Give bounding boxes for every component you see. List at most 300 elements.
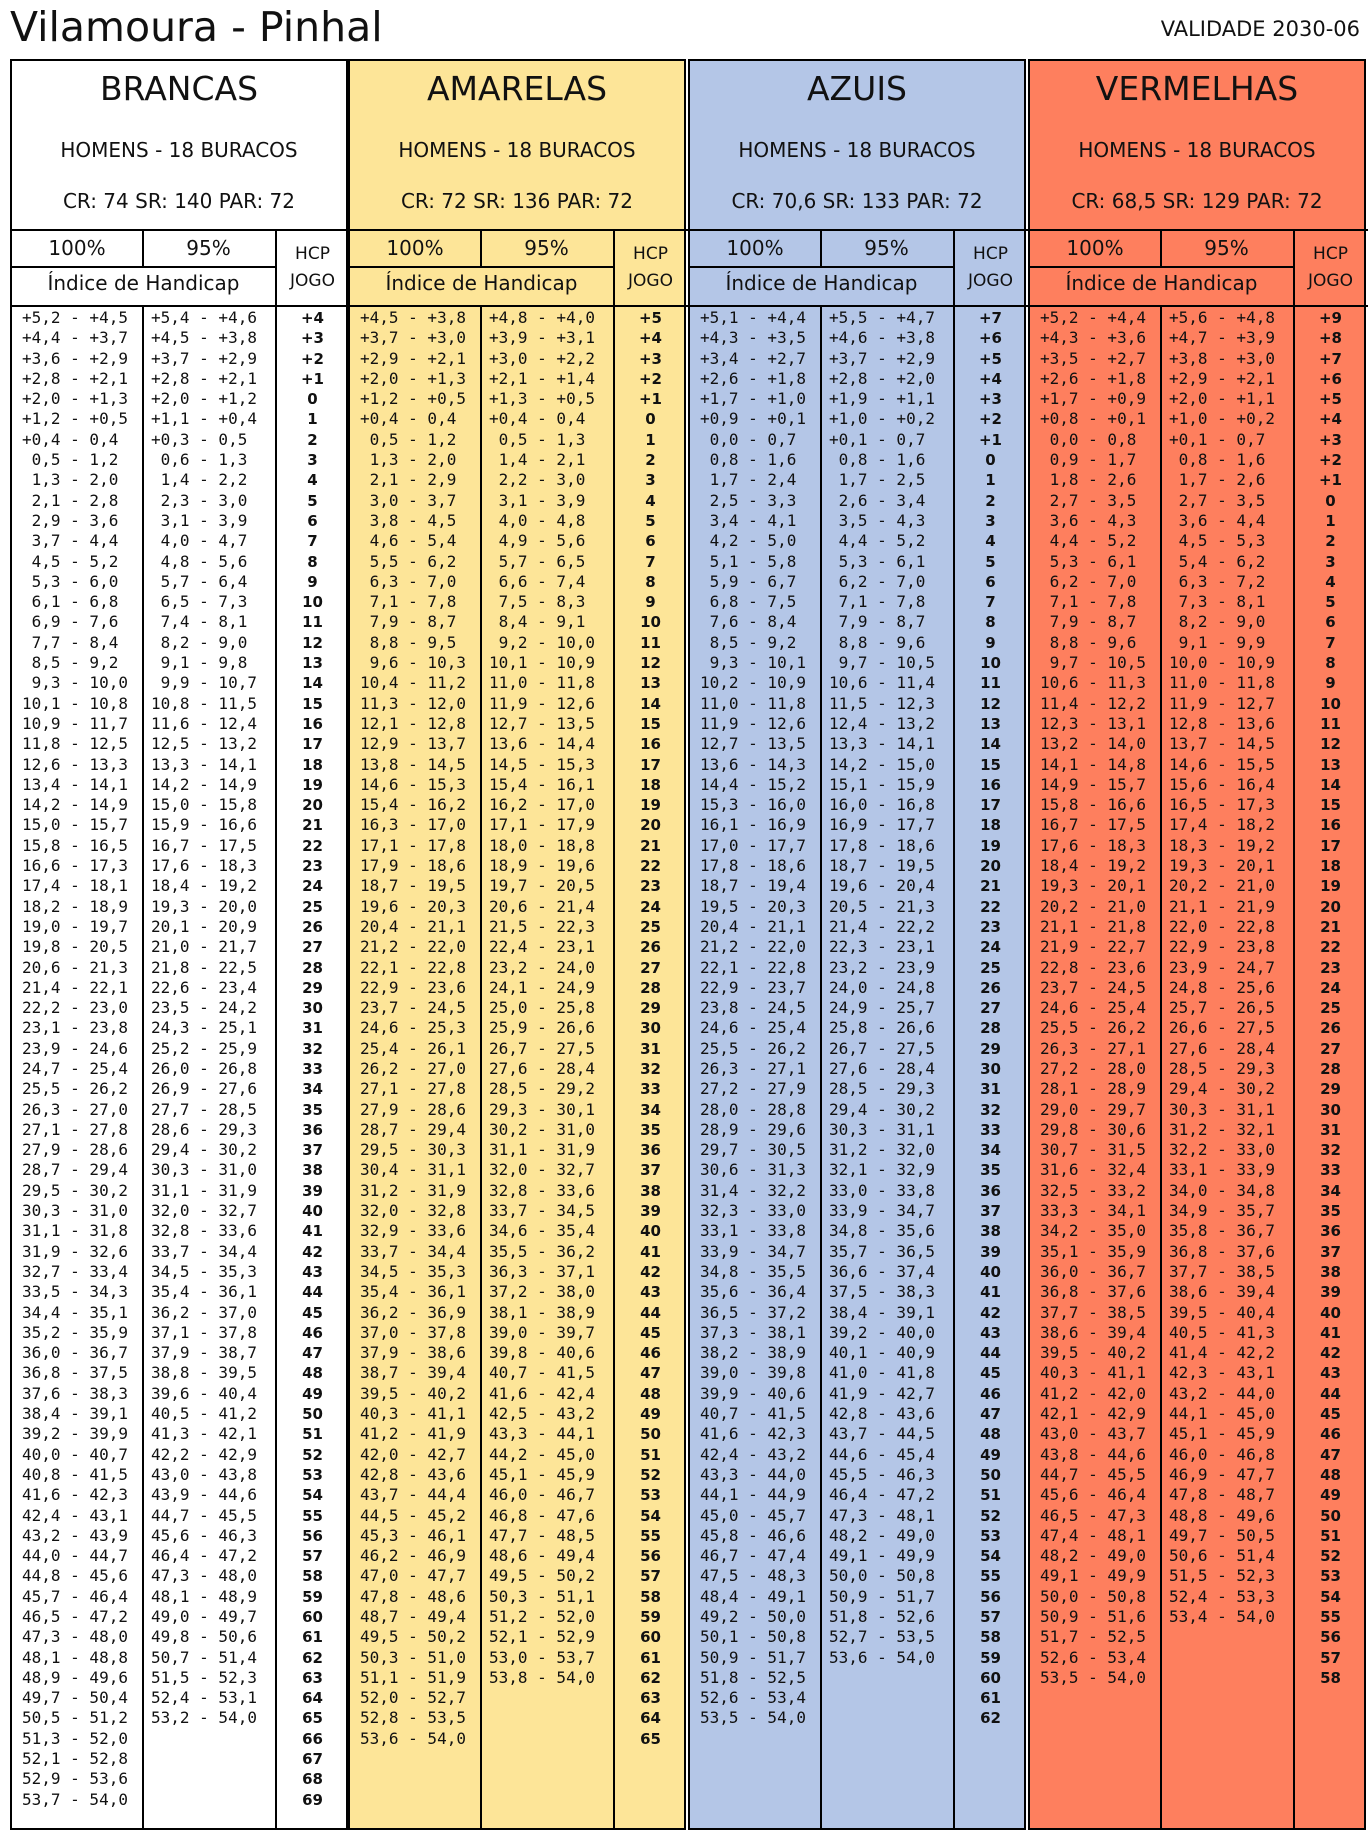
index-range-cell: 31,2 - 32,1 [1169, 1119, 1275, 1139]
header-playing-handicap [953, 241, 1028, 295]
header-playing-handicap [613, 241, 688, 295]
playing-handicap-column [953, 308, 1028, 1729]
playing-handicap-cell: 39 [302, 1181, 323, 1200]
index-range-cell: 17,1 - 17,8 [360, 835, 466, 855]
index-range-cell: 48,7 - 49,4 [360, 1607, 466, 1626]
index-range-cell: 38,6 - 39,4 [1040, 1322, 1146, 1342]
playing-handicap-cell: 57 [1320, 1648, 1341, 1667]
index-range-cell: 27,6 - 28,4 [829, 1058, 935, 1078]
index-range-cell: 21,4 - 22,2 [829, 916, 935, 936]
index-range-cell: 7,9 - 8,7 [1040, 612, 1137, 632]
index-range-cell: 38,1 - 38,9 [489, 1302, 595, 1322]
playing-handicap-cell: 20 [640, 816, 661, 835]
playing-handicap-cell: 45 [302, 1303, 323, 1322]
playing-handicap-cell: 14 [302, 674, 323, 693]
playing-handicap-cell: 0 [307, 390, 318, 409]
index-range-cell: 36,2 - 36,9 [360, 1302, 466, 1322]
index-range-cell: +2,9 - +2,1 [1169, 368, 1275, 388]
index-range-cell: 1,7 - 2,6 [1169, 470, 1266, 490]
index-range-cell: 12,3 - 13,1 [1040, 713, 1146, 733]
index-range-cell: 14,2 - 15,0 [829, 754, 935, 774]
index-range-cell: 27,6 - 28,4 [1169, 1038, 1275, 1058]
index-range-cell: 51,2 - 52,0 [489, 1607, 595, 1626]
index-range-cell: 23,8 - 24,5 [700, 998, 806, 1018]
index-range-cell: 33,3 - 34,1 [1040, 1201, 1146, 1221]
index-range-cell: +2,8 - +2,0 [829, 368, 935, 388]
index-range-cell: +3,0 - +2,2 [489, 348, 595, 368]
index-range-cell: 20,1 - 20,9 [151, 916, 257, 936]
index-range-cell: 41,6 - 42,4 [489, 1383, 595, 1403]
index-range-cell: 39,0 - 39,7 [489, 1322, 595, 1342]
playing-handicap-cell: 9 [645, 593, 656, 612]
playing-handicap-cell: 47 [980, 1405, 1001, 1424]
playing-handicap-cell: 4 [307, 471, 318, 490]
index-range-cell: 33,1 - 33,9 [1169, 1160, 1275, 1180]
index-range-cell: 11,4 - 12,2 [1040, 693, 1146, 713]
index-range-cell: 39,5 - 40,4 [1169, 1302, 1275, 1322]
index-range-cell: 39,5 - 40,2 [360, 1383, 466, 1403]
index-range-cell: 20,6 - 21,3 [22, 957, 128, 977]
index-range-cell: 1,3 - 2,0 [22, 470, 119, 490]
index-range-cell: 20,4 - 21,1 [360, 916, 466, 936]
index-range-cell: 4,9 - 5,6 [489, 531, 586, 551]
index-range-cell: 15,8 - 16,6 [1040, 795, 1146, 815]
playing-handicap-cell: 56 [302, 1526, 323, 1545]
index-range-cell: +4,4 - +3,7 [22, 328, 128, 348]
playing-handicap-cell: 57 [640, 1567, 661, 1586]
index-range-cell: 9,7 - 10,5 [1040, 653, 1146, 673]
playing-handicap-cell: 21 [980, 877, 1001, 896]
playing-handicap-cell: 35 [1320, 1202, 1341, 1221]
index-range-cell: 9,3 - 10,1 [700, 653, 806, 673]
playing-handicap-column [613, 308, 688, 1749]
index-range-cell: 24,9 - 25,7 [829, 998, 935, 1018]
index-range-cell: 10,1 - 10,9 [489, 653, 595, 673]
index-range-cell: +2,8 - +2,1 [151, 368, 257, 388]
playing-handicap-cell: 36 [980, 1181, 1001, 1200]
playing-handicap-cell: 37 [1320, 1242, 1341, 1261]
index-range-cell: 5,7 - 6,4 [151, 571, 248, 591]
index-range-cell: 32,7 - 33,4 [22, 1261, 128, 1281]
index-range-cell: 7,1 - 7,8 [829, 592, 926, 612]
playing-handicap-cell: 42 [980, 1303, 1001, 1322]
playing-handicap-cell: 32 [302, 1039, 323, 1058]
index-range-cell: 40,5 - 41,3 [1169, 1322, 1275, 1342]
index-range-cell: 27,2 - 27,9 [700, 1079, 806, 1099]
index-range-cell: 10,6 - 11,4 [829, 673, 935, 693]
index-range-cell: 34,0 - 34,8 [1169, 1180, 1275, 1200]
index-range-cell: 8,2 - 9,0 [1169, 612, 1266, 632]
tee-subtitle: HOMENS - 18 BURACOS [398, 138, 636, 162]
playing-handicap-cell: 22 [980, 897, 1001, 916]
playing-handicap-cell: 28 [980, 1019, 1001, 1038]
playing-handicap-cell: 6 [985, 572, 996, 591]
index-range-cell: 29,7 - 30,5 [700, 1140, 806, 1160]
index-range-cell: 17,4 - 18,1 [22, 876, 128, 896]
index-range-cell: +1,3 - +0,5 [489, 389, 595, 409]
index-range-cell: 10,8 - 11,5 [151, 693, 257, 713]
index-range-cell: 5,1 - 5,8 [700, 551, 797, 571]
index-range-cell: 0,5 - 1,2 [22, 450, 119, 470]
playing-handicap-cell: +2 [1318, 451, 1342, 470]
index-range-cell: 13,8 - 14,5 [360, 754, 466, 774]
index-range-cell: 2,7 - 3,5 [1169, 490, 1266, 510]
index-range-cell: 36,0 - 36,7 [22, 1343, 128, 1363]
index-range-cell: 31,2 - 32,0 [829, 1140, 935, 1160]
playing-handicap-cell: 65 [640, 1729, 661, 1748]
index-range-cell: 0,5 - 1,3 [489, 429, 586, 449]
playing-handicap-cell: 50 [1320, 1506, 1341, 1525]
course-ratings: CR: 68,5 SR: 129 PAR: 72 [1071, 189, 1323, 213]
playing-handicap-cell: +3 [1318, 430, 1342, 449]
index-range-cell: 51,8 - 52,5 [700, 1667, 806, 1687]
index-range-cell: 4,5 - 5,3 [1169, 531, 1266, 551]
index-range-cell: 49,7 - 50,5 [1169, 1525, 1275, 1545]
playing-handicap-cell: 23 [980, 917, 1001, 936]
index-range-cell: 7,4 - 8,1 [151, 612, 248, 632]
playing-handicap-cell: 14 [1320, 775, 1341, 794]
index-range-cell: 29,8 - 30,6 [1040, 1119, 1146, 1139]
index-95-column [1169, 308, 1275, 1627]
playing-handicap-cell: 25 [1320, 999, 1341, 1018]
playing-handicap-cell: 20 [1320, 897, 1341, 916]
playing-handicap-cell: 49 [302, 1384, 323, 1403]
playing-handicap-cell: 10 [980, 654, 1001, 673]
index-range-cell: 31,1 - 31,8 [22, 1221, 128, 1241]
playing-handicap-cell: 0 [645, 410, 656, 429]
index-range-cell: 41,2 - 41,9 [360, 1424, 466, 1444]
index-95-column [489, 308, 595, 1688]
playing-handicap-cell: 18 [980, 816, 1001, 835]
index-range-cell: 41,0 - 41,8 [829, 1363, 935, 1383]
index-range-cell: +4,8 - +4,0 [489, 308, 595, 327]
divider [820, 305, 822, 1828]
playing-handicap-cell: 19 [980, 836, 1001, 855]
playing-handicap-cell: 38 [640, 1181, 661, 1200]
index-range-cell: 51,5 - 52,3 [1169, 1566, 1275, 1586]
index-range-cell: +5,2 - +4,5 [22, 308, 128, 327]
index-range-cell: 44,1 - 44,9 [700, 1485, 806, 1505]
index-range-cell: +5,4 - +4,6 [151, 308, 257, 327]
index-range-cell: 16,7 - 17,5 [151, 835, 257, 855]
playing-handicap-cell: 60 [640, 1628, 661, 1647]
index-range-cell: +0,4 - 0,4 [22, 429, 119, 449]
playing-handicap-cell: 47 [640, 1364, 661, 1383]
playing-handicap-cell: 0 [985, 451, 996, 470]
index-range-cell: 49,1 - 49,9 [829, 1546, 935, 1566]
playing-handicap-cell: 38 [980, 1222, 1001, 1241]
tee-name: AZUIS [806, 69, 907, 108]
playing-handicap-cell: +1 [300, 369, 324, 388]
playing-handicap-cell: 27 [980, 999, 1001, 1018]
index-range-cell: 24,6 - 25,4 [700, 1018, 806, 1038]
index-range-cell: 5,7 - 6,5 [489, 551, 586, 571]
index-range-cell: 40,5 - 41,2 [151, 1404, 257, 1424]
playing-handicap-cell: 22 [1320, 938, 1341, 957]
playing-handicap-cell: 11 [1320, 714, 1341, 733]
playing-handicap-cell: 1 [645, 430, 656, 449]
playing-handicap-cell: 45 [1320, 1405, 1341, 1424]
index-range-cell: 25,4 - 26,1 [360, 1038, 466, 1058]
playing-handicap-cell: 46 [640, 1344, 661, 1363]
playing-handicap-cell: 32 [640, 1059, 661, 1078]
index-range-cell: 44,0 - 44,7 [22, 1546, 128, 1566]
playing-handicap-cell: 27 [1320, 1039, 1341, 1058]
index-range-cell: 13,3 - 14,1 [151, 754, 257, 774]
index-range-cell: 47,3 - 48,0 [22, 1627, 128, 1647]
hcp-label: HCP [973, 244, 1008, 264]
index-range-cell: 8,8 - 9,6 [1040, 632, 1137, 652]
index-range-cell: 25,8 - 26,6 [829, 1018, 935, 1038]
divider [1030, 305, 1368, 307]
index-range-cell: 32,8 - 33,6 [489, 1180, 595, 1200]
index-range-cell: 50,0 - 50,8 [829, 1566, 935, 1586]
index-range-cell: 6,3 - 7,2 [1169, 571, 1266, 591]
index-range-cell: 47,3 - 48,1 [829, 1505, 935, 1525]
tee-card-vermelhas [1028, 59, 1366, 1830]
index-range-cell: 11,5 - 12,3 [829, 693, 935, 713]
index-range-cell: 25,9 - 26,6 [489, 1018, 595, 1038]
validity-date: VALIDADE 2030-06 [1160, 17, 1360, 41]
index-range-cell: 7,1 - 7,8 [360, 592, 457, 612]
index-range-cell: 32,2 - 33,0 [1169, 1140, 1275, 1160]
playing-handicap-cell: 3 [1325, 552, 1336, 571]
playing-handicap-cell: 11 [980, 674, 1001, 693]
index-range-cell: 39,2 - 40,0 [829, 1322, 935, 1342]
index-range-cell: 30,3 - 31,0 [151, 1160, 257, 1180]
index-range-cell: 11,9 - 12,6 [700, 713, 806, 733]
index-range-cell: +2,0 - +1,2 [151, 389, 257, 409]
playing-handicap-cell: 4 [645, 491, 656, 510]
playing-handicap-cell: +3 [638, 349, 662, 368]
playing-handicap-cell: 40 [1320, 1303, 1341, 1322]
index-range-cell: 44,8 - 45,6 [22, 1566, 128, 1586]
index-range-cell: 18,4 - 19,2 [1040, 856, 1146, 876]
playing-handicap-cell: 29 [302, 978, 323, 997]
index-range-cell: 23,9 - 24,7 [1169, 957, 1275, 977]
index-range-cell: 16,2 - 17,0 [489, 795, 595, 815]
index-range-cell: 13,6 - 14,4 [489, 734, 595, 754]
index-range-cell: 38,7 - 39,4 [360, 1363, 466, 1383]
index-range-cell: 43,0 - 43,8 [151, 1464, 257, 1484]
index-range-cell: 50,9 - 51,7 [700, 1647, 806, 1667]
index-range-cell: 22,2 - 23,0 [22, 998, 128, 1018]
index-range-cell: 23,7 - 24,5 [1040, 977, 1146, 997]
index-range-cell: 49,5 - 50,2 [360, 1627, 466, 1647]
index-range-cell: 46,5 - 47,2 [22, 1607, 128, 1626]
playing-handicap-cell: 56 [640, 1547, 661, 1566]
index-95-column [829, 308, 935, 1668]
playing-handicap-cell: 22 [302, 836, 323, 855]
header-handicap-index: Índice de Handicap [725, 271, 918, 295]
playing-handicap-cell: 30 [980, 1059, 1001, 1078]
index-range-cell: 4,5 - 5,2 [22, 551, 119, 571]
index-range-cell: 31,4 - 32,2 [700, 1180, 806, 1200]
index-range-cell: 52,1 - 52,9 [489, 1627, 595, 1647]
index-range-cell: 36,0 - 36,7 [1040, 1261, 1146, 1281]
index-range-cell: 32,5 - 33,2 [1040, 1180, 1146, 1200]
index-range-cell: 35,2 - 35,9 [22, 1322, 128, 1342]
index-range-cell: 10,9 - 11,7 [22, 713, 128, 733]
index-range-cell: 20,5 - 21,3 [829, 896, 935, 916]
playing-handicap-cell: 55 [640, 1526, 661, 1545]
playing-handicap-cell: 23 [640, 877, 661, 896]
index-range-cell: 17,4 - 18,2 [1169, 815, 1275, 835]
index-range-cell: 39,9 - 40,6 [700, 1383, 806, 1403]
index-range-cell: 29,4 - 30,2 [829, 1099, 935, 1119]
index-range-cell: 7,9 - 8,7 [360, 612, 457, 632]
index-range-cell: 25,7 - 26,5 [1169, 998, 1275, 1018]
playing-handicap-cell: 37 [980, 1202, 1001, 1221]
playing-handicap-cell: 25 [302, 897, 323, 916]
index-range-cell: 47,5 - 48,3 [700, 1566, 806, 1586]
index-range-cell: 15,0 - 15,7 [22, 815, 128, 835]
index-range-cell: 32,0 - 32,7 [151, 1201, 257, 1221]
index-range-cell: 10,2 - 10,9 [700, 673, 806, 693]
playing-handicap-cell: 54 [640, 1506, 661, 1525]
playing-handicap-cell: 37 [640, 1161, 661, 1180]
playing-handicap-cell: 40 [980, 1262, 1001, 1281]
index-range-cell: +4,3 - +3,6 [1040, 328, 1146, 348]
playing-handicap-cell: 55 [1320, 1608, 1341, 1626]
index-range-cell: 35,8 - 36,7 [1169, 1221, 1275, 1241]
jogo-label: JOGO [1308, 271, 1353, 291]
playing-handicap-cell: 35 [980, 1161, 1001, 1180]
playing-handicap-cell: 64 [640, 1709, 661, 1728]
index-range-cell: 14,5 - 15,3 [489, 754, 595, 774]
index-range-cell: 28,5 - 29,3 [1169, 1058, 1275, 1078]
index-range-cell: 43,7 - 44,5 [829, 1424, 935, 1444]
index-range-cell: 4,2 - 5,0 [700, 531, 797, 551]
index-range-cell: 21,8 - 22,5 [151, 957, 257, 977]
playing-handicap-cell: 37 [302, 1141, 323, 1160]
index-range-cell: 6,2 - 7,0 [829, 571, 926, 591]
index-range-cell: 42,8 - 43,6 [360, 1464, 466, 1484]
playing-handicap-cell: 52 [302, 1445, 323, 1464]
index-range-cell: 30,3 - 31,0 [22, 1201, 128, 1221]
playing-handicap-cell: 33 [1320, 1161, 1341, 1180]
index-range-cell: 9,1 - 9,8 [151, 653, 248, 673]
tee-name: VERMELHAS [1095, 69, 1299, 108]
index-range-cell: 37,2 - 38,0 [489, 1282, 595, 1302]
index-range-cell: 26,9 - 27,6 [151, 1079, 257, 1099]
playing-handicap-cell: 19 [302, 775, 323, 794]
index-range-cell: 49,1 - 49,9 [1040, 1566, 1146, 1586]
course-ratings: CR: 70,6 SR: 133 PAR: 72 [731, 189, 983, 213]
index-range-cell: 9,7 - 10,5 [829, 653, 935, 673]
index-range-cell: 6,5 - 7,3 [151, 592, 248, 612]
playing-handicap-cell: 6 [1325, 613, 1336, 632]
index-range-cell: 14,6 - 15,3 [360, 774, 466, 794]
index-range-cell: 1,3 - 2,0 [360, 450, 457, 470]
index-range-cell: 33,9 - 34,7 [829, 1201, 935, 1221]
playing-handicap-cell: 22 [640, 857, 661, 876]
hcp-label: HCP [633, 244, 668, 264]
index-range-cell: 48,6 - 49,4 [489, 1546, 595, 1566]
index-range-cell: 15,3 - 16,0 [700, 795, 806, 815]
index-range-cell: 29,5 - 30,2 [22, 1180, 128, 1200]
index-range-cell: +2,6 - +1,8 [1040, 368, 1146, 388]
index-range-cell: 2,1 - 2,8 [22, 490, 119, 510]
playing-handicap-cell: 34 [980, 1141, 1001, 1160]
index-range-cell: 40,0 - 40,7 [22, 1444, 128, 1464]
index-range-cell: 25,5 - 26,2 [22, 1079, 128, 1099]
playing-handicap-cell: 13 [980, 714, 1001, 733]
index-range-cell: 1,4 - 2,1 [489, 450, 586, 470]
index-range-cell: 36,8 - 37,6 [1040, 1282, 1146, 1302]
index-range-cell: 53,6 - 54,0 [360, 1728, 466, 1748]
index-range-cell: 15,6 - 16,4 [1169, 774, 1275, 794]
playing-handicap-cell: 1 [307, 410, 318, 429]
page-title: Vilamoura - Pinhal [10, 3, 383, 51]
index-range-cell: 24,0 - 24,8 [829, 977, 935, 997]
playing-handicap-cell: 2 [645, 451, 656, 470]
index-range-cell: 7,6 - 8,4 [700, 612, 797, 632]
playing-handicap-cell: 23 [1320, 958, 1341, 977]
index-range-cell: 21,1 - 21,9 [1169, 896, 1275, 916]
index-range-cell: 52,0 - 52,7 [360, 1688, 466, 1708]
playing-handicap-cell: 59 [980, 1648, 1001, 1667]
index-range-cell: +0,3 - 0,5 [151, 429, 248, 449]
playing-handicap-cell: 48 [980, 1425, 1001, 1444]
index-range-cell: 14,1 - 14,8 [1040, 754, 1146, 774]
index-range-cell: 3,0 - 3,7 [360, 490, 457, 510]
index-range-cell: 26,6 - 27,5 [1169, 1018, 1275, 1038]
index-range-cell: +2,8 - +2,1 [22, 368, 128, 388]
index-range-cell: 4,0 - 4,8 [489, 510, 586, 530]
playing-handicap-cell: 8 [645, 572, 656, 591]
index-range-cell: 22,6 - 23,4 [151, 977, 257, 997]
playing-handicap-cell: 28 [640, 978, 661, 997]
index-range-cell: 22,4 - 23,1 [489, 937, 595, 957]
playing-handicap-cell: 24 [1320, 978, 1341, 997]
index-range-cell: 28,0 - 28,8 [700, 1099, 806, 1119]
playing-handicap-cell: 51 [302, 1425, 323, 1444]
divider [350, 266, 613, 268]
index-range-cell: 16,5 - 17,3 [1169, 795, 1275, 815]
index-range-cell: 0,8 - 1,6 [1169, 450, 1266, 470]
index-range-cell: 24,7 - 25,4 [22, 1058, 128, 1078]
index-range-cell: +0,9 - +0,1 [700, 409, 806, 429]
index-range-cell: 6,1 - 6,8 [22, 592, 119, 612]
header-100-percent: 100% [386, 236, 444, 260]
index-range-cell: 1,8 - 2,6 [1040, 470, 1137, 490]
playing-handicap-cell: 32 [1320, 1141, 1341, 1160]
index-range-cell: +1,2 - +0,5 [22, 409, 128, 429]
index-range-cell: 7,9 - 8,7 [829, 612, 926, 632]
divider [12, 229, 350, 231]
index-range-cell: 22,3 - 23,1 [829, 937, 935, 957]
playing-handicap-cell: 3 [985, 511, 996, 530]
index-range-cell: 15,1 - 15,9 [829, 774, 935, 794]
index-range-cell: +5,5 - +4,7 [829, 308, 935, 327]
index-range-cell: 23,7 - 24,5 [360, 998, 466, 1018]
index-range-cell: 21,5 - 22,3 [489, 916, 595, 936]
index-range-cell: 52,8 - 53,5 [360, 1708, 466, 1728]
index-range-cell: +2,9 - +2,1 [360, 348, 466, 368]
index-range-cell: 47,4 - 48,1 [1040, 1525, 1146, 1545]
divider [480, 305, 482, 1828]
index-range-cell: 43,3 - 44,0 [700, 1464, 806, 1484]
index-range-cell: +1,9 - +1,1 [829, 389, 935, 409]
index-range-cell: 22,9 - 23,6 [360, 977, 466, 997]
index-range-cell: 41,2 - 42,0 [1040, 1383, 1146, 1403]
index-range-cell: 41,4 - 42,2 [1169, 1343, 1275, 1363]
playing-handicap-cell: 48 [640, 1384, 661, 1403]
index-range-cell: 23,2 - 24,0 [489, 957, 595, 977]
playing-handicap-cell: 61 [980, 1689, 1001, 1708]
index-range-cell: +1,7 - +0,9 [1040, 389, 1146, 409]
